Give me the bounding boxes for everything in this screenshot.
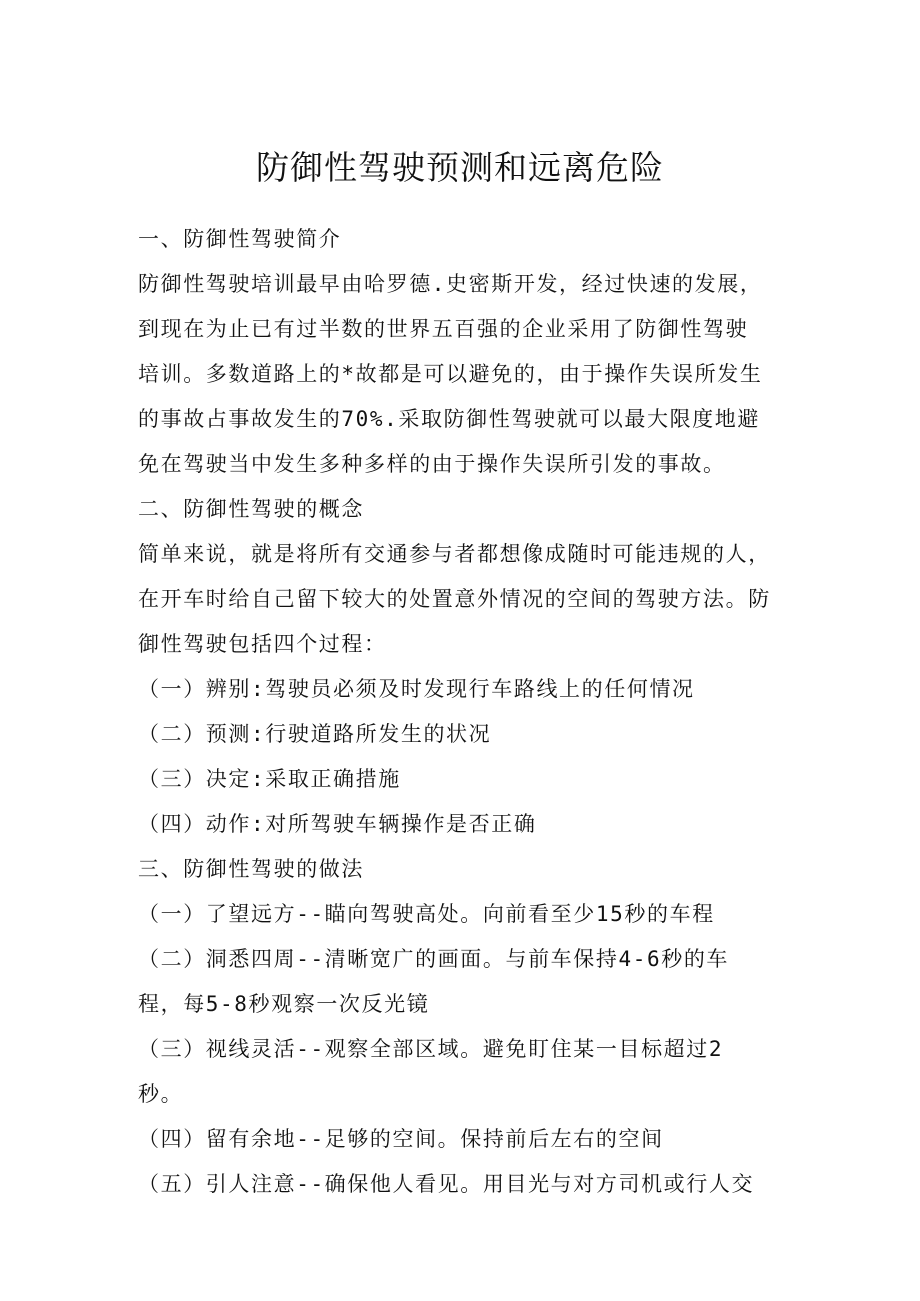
paragraph-line: 免在驾驶当中发生多种多样的由于操作失误所引发的事故。 bbox=[138, 452, 726, 476]
list-item: （一）辨别:驾驶员必须及时发现行车路线上的任何情况 bbox=[138, 677, 695, 701]
paragraph-line: 简单来说，就是将所有交通参与者都想像成随时可能违规的人， bbox=[138, 542, 771, 566]
paragraph-line: 御性驾驶包括四个过程： bbox=[138, 632, 387, 656]
paragraph-line: 防御性驾驶培训最早由哈罗德.史密斯开发，经过快速的发展， bbox=[138, 272, 763, 296]
paragraph-line: 在开车时给自己留下较大的处置意外情况的空间的驾驶方法。防 bbox=[138, 587, 771, 611]
list-item-continuation: 秒。 bbox=[138, 1082, 184, 1106]
list-item: （二）洞悉四周--清晰宽广的画面。与前车保持4-6秒的车 bbox=[138, 947, 730, 971]
list-item: （二）预测:行驶道路所发生的状况 bbox=[138, 722, 492, 746]
document-title: 防御性驾驶预测和远离危险 bbox=[256, 148, 664, 187]
paragraph-line: 培训。多数道路上的*故都是可以避免的，由于操作失误所发生 bbox=[138, 362, 763, 386]
list-item-continuation: 程，每5-8秒观察一次反光镜 bbox=[138, 992, 430, 1016]
list-item: （三）视线灵活--观察全部区域。避免盯住某一目标超过2 bbox=[138, 1037, 724, 1061]
paragraph-line: 到现在为止已有过半数的世界五百强的企业采用了防御性驾驶 bbox=[138, 317, 749, 341]
list-item: （五）引人注意--确保他人看见。用目光与对方司机或行人交 bbox=[138, 1172, 755, 1196]
list-item: （四）动作:对所驾驶车辆操作是否正确 bbox=[138, 812, 537, 836]
section-heading-intro: 一、防御性驾驶简介 bbox=[138, 227, 342, 251]
paragraph-line: 的事故占事故发生的70%.采取防御性驾驶就可以最大限度地避 bbox=[138, 407, 760, 431]
list-item: （四）留有余地--足够的空间。保持前后左右的空间 bbox=[138, 1127, 664, 1151]
section-heading-practice: 三、防御性驾驶的做法 bbox=[138, 857, 364, 881]
list-item: （一）了望远方--瞄向驾驶高处。向前看至少15秒的车程 bbox=[138, 902, 715, 926]
section-heading-concept: 二、防御性驾驶的概念 bbox=[138, 497, 364, 521]
list-item: （三）决定:采取正确措施 bbox=[138, 767, 401, 791]
